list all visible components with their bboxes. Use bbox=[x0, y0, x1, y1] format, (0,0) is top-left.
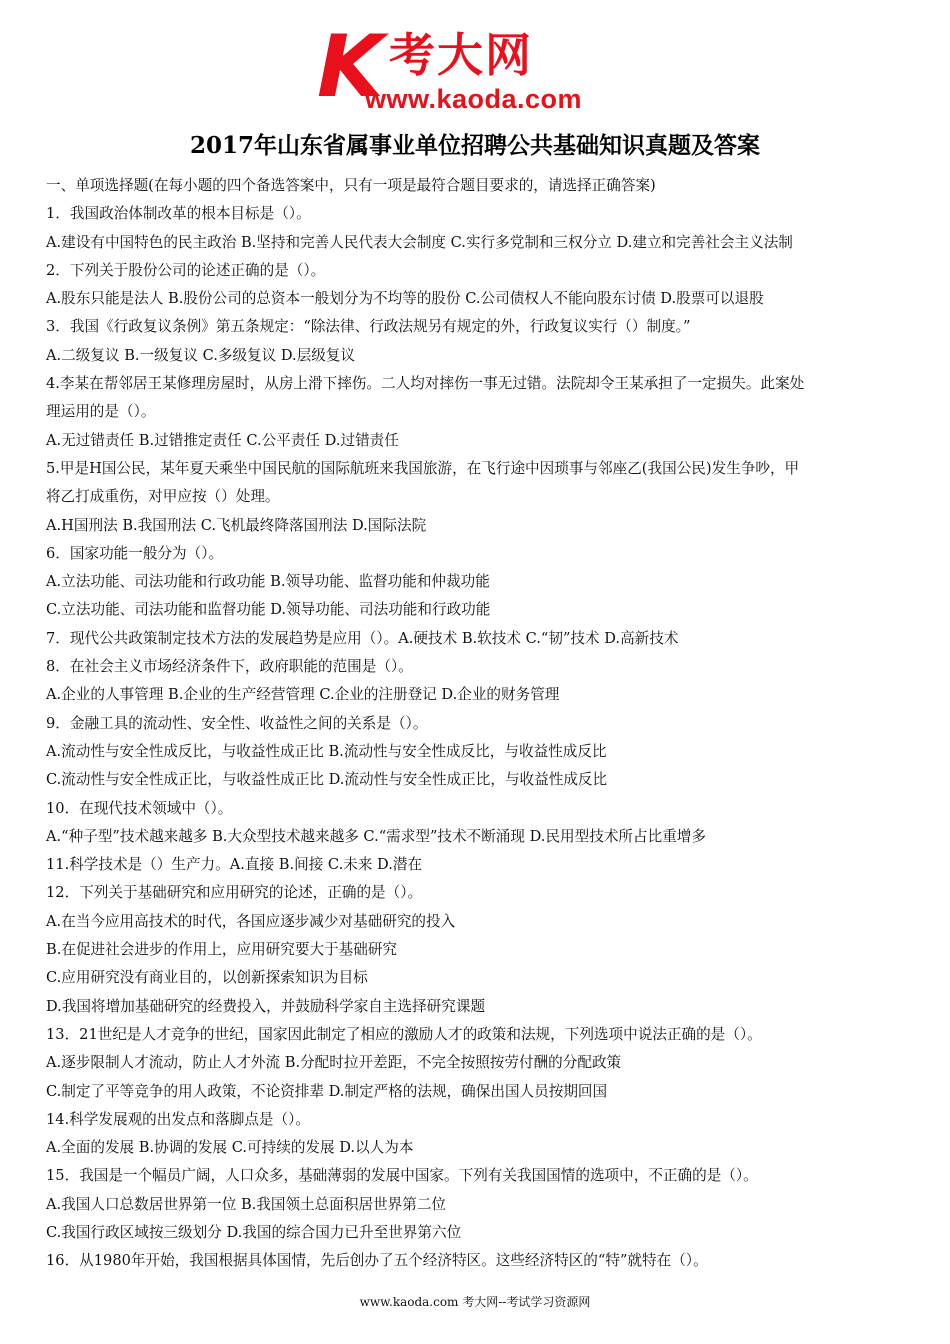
text-line: 8．在社会主义市场经济条件下，政府职能的范围是（）。 bbox=[46, 658, 413, 676]
text-line: A.股东只能是法人 B.股份公司的总资本一般划分为不均等的股份 C.公司债权人不能向股东讨债 D.股票可以退股 bbox=[46, 290, 764, 308]
text-line: 2．下列关于股份公司的论述正确的是（）。 bbox=[46, 261, 326, 279]
text-line: 3．我国《行政复议条例》第五条规定：“除法律、行政法规另有规定的外，行政复议实行（）制度。” bbox=[46, 318, 691, 336]
text-line: A.流动性与安全性成反比，与收益性成正比 B.流动性与安全性成反比，与收益性成反比 bbox=[46, 742, 607, 760]
text-line: A.在当今应用高技术的时代，各国应逐步减少对基础研究的投入 bbox=[46, 912, 456, 930]
text-line: 13．21世纪是人才竞争的世纪，国家因此制定了相应的激励人才的政策和法规，下列选项中说法正确的是（）。 bbox=[46, 1025, 762, 1043]
kaoda-logo[interactable] bbox=[317, 17, 637, 117]
text-line: 10．在现代技术领域中（）。 bbox=[46, 799, 233, 817]
text-line: 5.甲是H国公民，某年夏天乘坐中国民航的国际航班来我国旅游，在飞行途中因琐事与邻座乙(我国公民)发生争吵，甲 bbox=[46, 459, 800, 477]
text-line: B.在促进社会进步的作用上，应用研究要大于基础研究 bbox=[46, 941, 398, 959]
text-line: 理运用的是（）。 bbox=[46, 403, 156, 421]
text-line: A.企业的人事管理 B.企业的生产经营管理 C.企业的注册登记 D.企业的财务管理 bbox=[46, 686, 560, 704]
text-line: D.我国将增加基础研究的经费投入，并鼓励科学家自主选择研究课题 bbox=[46, 997, 486, 1015]
text-line: 6．国家功能一般分为（）。 bbox=[46, 544, 224, 562]
text-line: A.立法功能、司法功能和行政功能 B.领导功能、监督功能和仲裁功能 bbox=[46, 573, 490, 591]
text-line: C.立法功能、司法功能和监督功能 D.领导功能、司法功能和行政功能 bbox=[46, 601, 491, 619]
text-line: 11.科学技术是（）生产力。A.直接 B.间接 C.未来 D.潜在 bbox=[46, 856, 423, 874]
text-line: A.全面的发展 B.协调的发展 C.可持续的发展 D.以人为本 bbox=[46, 1139, 414, 1157]
text-line: 7．现代公共政策制定技术方法的发展趋势是应用（）。A.硬技术 B.软技术 C.“韧”技术 D.高新技术 bbox=[46, 629, 679, 647]
text-line: A.二级复议 B.一级复议 C.多级复议 D.层级复议 bbox=[46, 346, 356, 364]
text-line: A.建设有中国特色的民主政治 B.坚持和完善人民代表大会制度 C.实行多党制和三权分立 D.建立和完善社会主义法制 bbox=[46, 233, 793, 251]
text-line: C.我国行政区域按三级划分 D.我国的综合国力已升至世界第六位 bbox=[46, 1223, 462, 1241]
text-line: A.我国人口总数居世界第一位 B.我国领土总面积居世界第二位 bbox=[46, 1195, 447, 1213]
text-line: 16．从1980年开始，我国根据具体国情，先后创办了五个经济特区。这些经济特区的“特”就特在（）。 bbox=[46, 1252, 708, 1270]
text-line: C.制定了平等竞争的用人政策，不论资排辈 D.制定严格的法规，确保出国人员按期回国 bbox=[46, 1082, 608, 1100]
document-title: 2017年山东省属事业单位招聘公共基础知识真题及答案 bbox=[189, 132, 760, 159]
question-list bbox=[46, 172, 916, 1276]
logo-k-mark: K bbox=[317, 17, 380, 117]
text-line: A.H国刑法 B.我国刑法 C.飞机最终降落国刑法 D.国际法院 bbox=[46, 516, 427, 534]
text-line: A.逐步限制人才流动，防止人才外流 B.分配时拉开差距，不完全按照按劳付酬的分配政策 bbox=[46, 1054, 622, 1072]
text-line: 1．我国政治体制改革的根本目标是（）。 bbox=[46, 205, 311, 223]
text-line: 12．下列关于基础研究和应用研究的论述，正确的是（）。 bbox=[46, 884, 423, 902]
text-line: 15．我国是一个幅员广阔，人口众多，基础薄弱的发展中国家。下列有关我国国情的选项中，不正确的是（）。 bbox=[46, 1167, 758, 1185]
text-line: 将乙打成重伤，对甲应按（）处理。 bbox=[46, 488, 280, 506]
text-line: C.应用研究没有商业目的，以创新探索知识为目标 bbox=[46, 969, 368, 987]
logo-name: 考大网 bbox=[389, 28, 533, 82]
text-line: 9．金融工具的流动性、安全性、收益性之间的关系是（）。 bbox=[46, 714, 428, 732]
text-line: 14.科学发展观的出发点和落脚点是（）。 bbox=[46, 1110, 311, 1128]
text-line: A.无过错责任 B.过错推定责任 C.公平责任 D.过错责任 bbox=[46, 431, 399, 449]
text-line: A.“种子型”技术越来越多 B.大众型技术越来越多 C.“需求型”技术不断涌现 D.民用型技术所占比重增多 bbox=[46, 827, 706, 845]
page-footer: www.kaoda.com 考大网--考试学习资源网 bbox=[359, 1295, 591, 1309]
logo-url: www.kaoda.com bbox=[365, 84, 583, 114]
text-line: 一、单项选择题(在每小题的四个备选答案中，只有一项是最符合题目要求的，请选择正确答案) bbox=[46, 177, 656, 194]
text-line: 4.李某在帮邻居王某修理房屋时，从房上滑下摔伤。二人均对摔伤一事无过错。法院却令王某承担了一定损失。此案处 bbox=[46, 375, 805, 393]
text-line: C.流动性与安全性成正比，与收益性成正比 D.流动性与安全性成正比，与收益性成反比 bbox=[46, 771, 608, 789]
